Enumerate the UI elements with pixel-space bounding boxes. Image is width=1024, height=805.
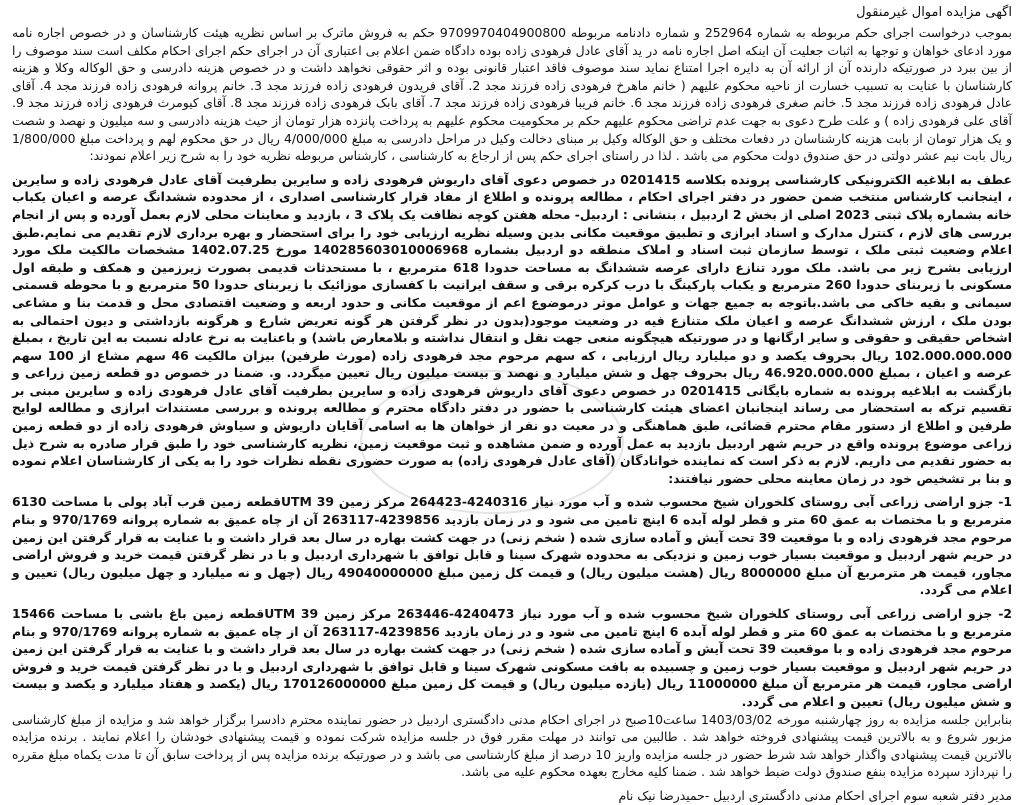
- auction-terms-paragraph: بنابراین جلسه مزایده به روز چهارشنبه مورخه 1403/03/02 ساعت10صبح در اجرای احکام مدنی دادگستری اردبیل در حضور نماینده محترم دادسرا برگزار خواهد شد و مزایده از مبلغ کارشناسی مزبور شروع و به بالاترین قیمت پیشنهادی فروخته خواهد شد . طالبین می توانند در مهلت مقرر فوق در جلسه مزایده شرکت نموده و قیمت پیشنهادی خودشان را اعلام نمایند . برنده مزایده بالاترین قیمت پیشنهادی واگذار خواهد شد شرط حضور در جلسه مزایده واریز 10 درصد از مبلغ کارشناسی می باشد و در صورتیکه برنده مزایده پس از پرداخت سابق آن تا مدت یکماه مبلغ مقرره را نپردازد سپرده مزایده بنفع صندوق دولت ضبط خواهد شد . ضمنا کلیه مخارج بعهده محکوم علیه می باشد.: [12, 711, 1013, 780]
- land-parcel-item-1: 1- جزو اراضی زراعی آبی روستای کلخوران شیخ محسوب شده و آب مورد نیاز 4240316-264423 مرکز زمین 39 UTMقطعه زمین قرب آباد پولی با مساحت 6130 مترمربع و با مختصات به عمق 60 متر و قطر لوله آبده 6 اینچ تامین می شود و در زمان بازدید 4239856-263117 آن از چاه عمیق به شماره پروانه 970/1769 و بنام مرحوم مجد فرهودی زاده و با موقعیت 39 تحت آیش و آماده سازی شده ( شخم زنی) در جهت کشت بهاره در سال بعد قرار داشت و با عنایت به قرار گرفتن این زمین در حریم شهر اردبیل و موقعیت بسیار خوب زمین و نزدیکی به محدوده شهرک سینا و قابل توافق با شهرداری اردبیل و با در نظر گرفتن قیمت خرید و فروش اراضی مجاور، قیمت هر مترمربع آن مبلغ 8000000 ریال (هشت میلیون ریال) و قیمت کل زمین مبلغ 49040000000 ریال (چهل و نه میلیارد و چهل میلیون ریال) تعیین و اعلام می گردد.: [12, 494, 1013, 598]
- land-parcel-item-2: 2- جزو اراضی زراعی آبی روستای کلخوران شیخ محسوب شده و آب مورد نیاز 4240473-263446 مرکز زمین 39 UTMقطعه زمین باغ باشی با مساحت 15466 مترمربع و با مختصات به عمق 60 متر و قطر لوله آبده 6 اینچ تامین می شود و در زمان بازدید 4239856-263117 آن از چاه عمیق به شماره پروانه 970/1769 و بنام مرحوم مجد فرهودی زاده و با موقعیت 39 تحت آیش و آماده سازی شده ( شخم زنی) در جهت کشت بهاره در سال بعد قرار داشت و با عنایت به قرار گرفتن این زمین در حریم شهر اردبیل و موقعیت بسیار خوب زمین و چسبیده به بافت مسکونی شهرک سینا و قابل توافق با شهرداری اردبیل و با در نظر گرفتن قیمت خرید و فروش اراضی مجاور، قیمت هر مترمربع آن مبلغ 11000000 ریال (یازده میلیون ریال) و قیمت کل زمین مبلغ 170126000000 ریال (یکصد و هفتاد میلیارد و یکصد و بیست و شش میلیون ریال) تعیین و اعلام می گردد.: [12, 606, 1013, 709]
- signature-line: مدیر دفتر شعبه سوم اجرای احکام مدنی دادگستری اردبیل -حمیدرضا نیک نام: [618, 787, 1012, 803]
- expert-report-paragraph: عطف به ابلاغیه الکترونیکی کارشناسی پرونده بکلاسه 0201415 در خصوص دعوی آقای داریوش فرهودی زاده و سایرین بطرفیت آقای عادل فرهودی زاده و سایرین ، اینجانب کارشناس منتخب ضمن حضور در دفتر اجرای احکام ، مطالعه پرونده و اطلاع از مفاد قرار کارشناسی اصداری ، از محدوده ششدانگ عرصه و اعیان یکباب خانه بشماره پلاک ثبتی 2023 اصلی از بخش 2 اردبیل ، بنشانی : اردبیل- محله هفتن کوچه نظافت یک پلاک 3 ، بازدید و معاینات محلی لازم بعمل آورده و پس از انجام بررسی های لازم ، کنترل مدارک و اسناد ابرازی و تطبیق موقعیت مکانی بدین وسیله نظریه ارزیابی خود را برای استحضار و بهره برداری لازم تقدیم می نمایم.طبق اعلام وضعیت ثبتی ملک ، توسط سازمان ثبت اسناد و املاک منطقه دو اردبیل بشماره 140285603010006968 مورخ 1402.07.25 مشخصات مالکیت ملک مورد ارزیابی بشرح زیر می باشد. ملک مورد تنازع دارای عرصه ششدانگ به مساحت حدودا 618 مترمربع ، با مستحدثات قدیمی بصورت زیرزمین و همکف و طبقه اول مسکونی با زیربنای حدودا 260 مترمربع و یکباب پارکینگ با درب کرکره برقی و سقف ایرانیت با کفسازی موزائیک با زیربنای حدودا 50 مترمربع و با محوطه قسمتی سیمانی و بقیه خاکی می باشد.باتوجه به جمیع جهات و عوامل موثر درموضوع اعم از موقعیت مکانی و حدود اربعه و وضعیت اقتصادی محل و قدمت بنا و مشاعی بودن ملک ، ارزش ششدانگ عرصه و اعیان ملک متنازع فیه در وضعیت موجود(بدون در نظر گرفتن هر گونه تعریض شارع و هرگونه بازداشتی و دیون احتمالی به اشخاص حقیقی و حقوقی و سایر ارگانها و در صورتیکه هیچگونه منعی جهت نقل و انتقال نداشته و بلامعارض باشد) و باعنایت به نرخ عادله نسبت به این تاریخ ، بمبلغ 102.000.000.000 ریال بحروف یکصد و دو میلیارد ریال ارزیابی ، که سهم مرحوم مجد فرهودی زاده (مورث طرفین) بیزان مالکیت 46 سهم مشاع از 100 سهم عرصه و اعیان ، بمبلغ 46.920.000.000 ریال بحروف چهل و شش میلیارد و نهصد و بیست میلیون ریال تعیین میگردد. و. ضمنا در خصوص دو قطعه زمین زراعی و بازگشت به ابلاغیه پرونده به شماره بایگانی 0201415 در خصوص دعوی آقای داریوش فرهودی زاده و سایرین بطرفیت آقای عادل فرهودی زاده و سایرین مبنی بر تقسیم ترکه به استحضار می رساند اینجانبان اعضای هیئت کارشناسی با حضور در دفتر دادگاه محترم و مطالعه پرونده و بررسی مستندات ابرازی و مطالعه لوایح طرفین و اطلاع از دستور مقام محترم قضائی، طبق هماهنگی و در معیت دو نفر از خواهان ها به اسامی آقایان داریوش و سیاوش فرهودی زاده از دو قطعه زمین زراعی موضوع پرونده واقع در حریم شهر اردبیل بازدید به عمل آورده و ضمن مشاهده و ثبت موقعیت زمین، نظریه کارشناسی خود را طبق قرار صادره به شرح ذیل به حضور تقدیم می داریم. لازم به ذکر است که نماینده خوانادگان (آقای عادل فرهودی زاده) به صورت حضوری نقطه نظرات خود را به یکی از کارشناسان اعلام نموده و بنا بر تشخیص خود در زمان معاینه محلی حضور نیافتند:: [12, 171, 1013, 486]
- intro-paragraph: بموجب درخواست اجرای حکم مربوطه به شماره 252964 و شماره دادنامه مربوطه 9709970404900800 حکم به فروش ماترک بر اساس نظریه هیئت کارشناسان و در خصوص اجاره نامه مورد ادعای خواهان و توجها به اثبات جعلیت آن اینکه اصل اجاره نامه در ید آقای عادل فرهودی زاده بوده دادگاه ضمن اعلام بی اعتباری آن در اجرای حکم اجرای احکام مکلف است سند موصوف را از بین ببرد در صورتیکه دارنده آن از ارائه آن به دایره اجرا امتناع نماید سند موصوف فاقد اعتبار قانونی بوده و اثر حقوقی نخواهد داشت و در خصوص هزینه دادرسی و حق الوکاله وکلا و هزینه کارشناسان با عنایت به تسبیب خسارت از ناحیه محکوم علیهم ( خانم ماهرخ فرهودی زاده فرزند مجد 2. آقای فریدون فرهودی زاده فرزند مجد 3. خانم پروانه فرهودی زاده فرزند مجد 4. آقای عادل فرهودی زاده فرزند مجد 5. خانم صغری فرهودی زاده فرزند مجد 6. خانم فریبا فرهودی زاده فرزند مجد 7. آقای بابک فرهودی زاده فرزند مجد 8. آقای کیومرث فرهودی زاده فرزند مجد 9. آقای علی فرهودی زاده ) و علت طرح دعوی به جهت عدم تراضی محکوم علیهم حکم بر محکومیت محکوم علیهم به پرداخت پانزده هزار تومان از حیث هزینه دادرسی و سه میلیون و نهصد و شصت و یک هزار تومان از بابت هزینه کارشناسان در دفعات مختلف و حق الوکاله وکیل بر مبنای دخالت وکیل در مراحل دادرسی به مبلغ 4/000/000 ریال در حق محکوم لهم و پرداخت مبلغ 1/800/000 ریال بابت نیم عشر دولتی در حق صندوق دولت محکوم می باشد . لذا در راستای اجرای حکم پس از ارجاع به کارشناسی ، کارشناس مربوطه نظریه خود را به شرح زیر اعلام نمودند:: [12, 25, 1013, 164]
- notice-title: اگهی مزایده اموال غیرمنقول: [856, 5, 1012, 20]
